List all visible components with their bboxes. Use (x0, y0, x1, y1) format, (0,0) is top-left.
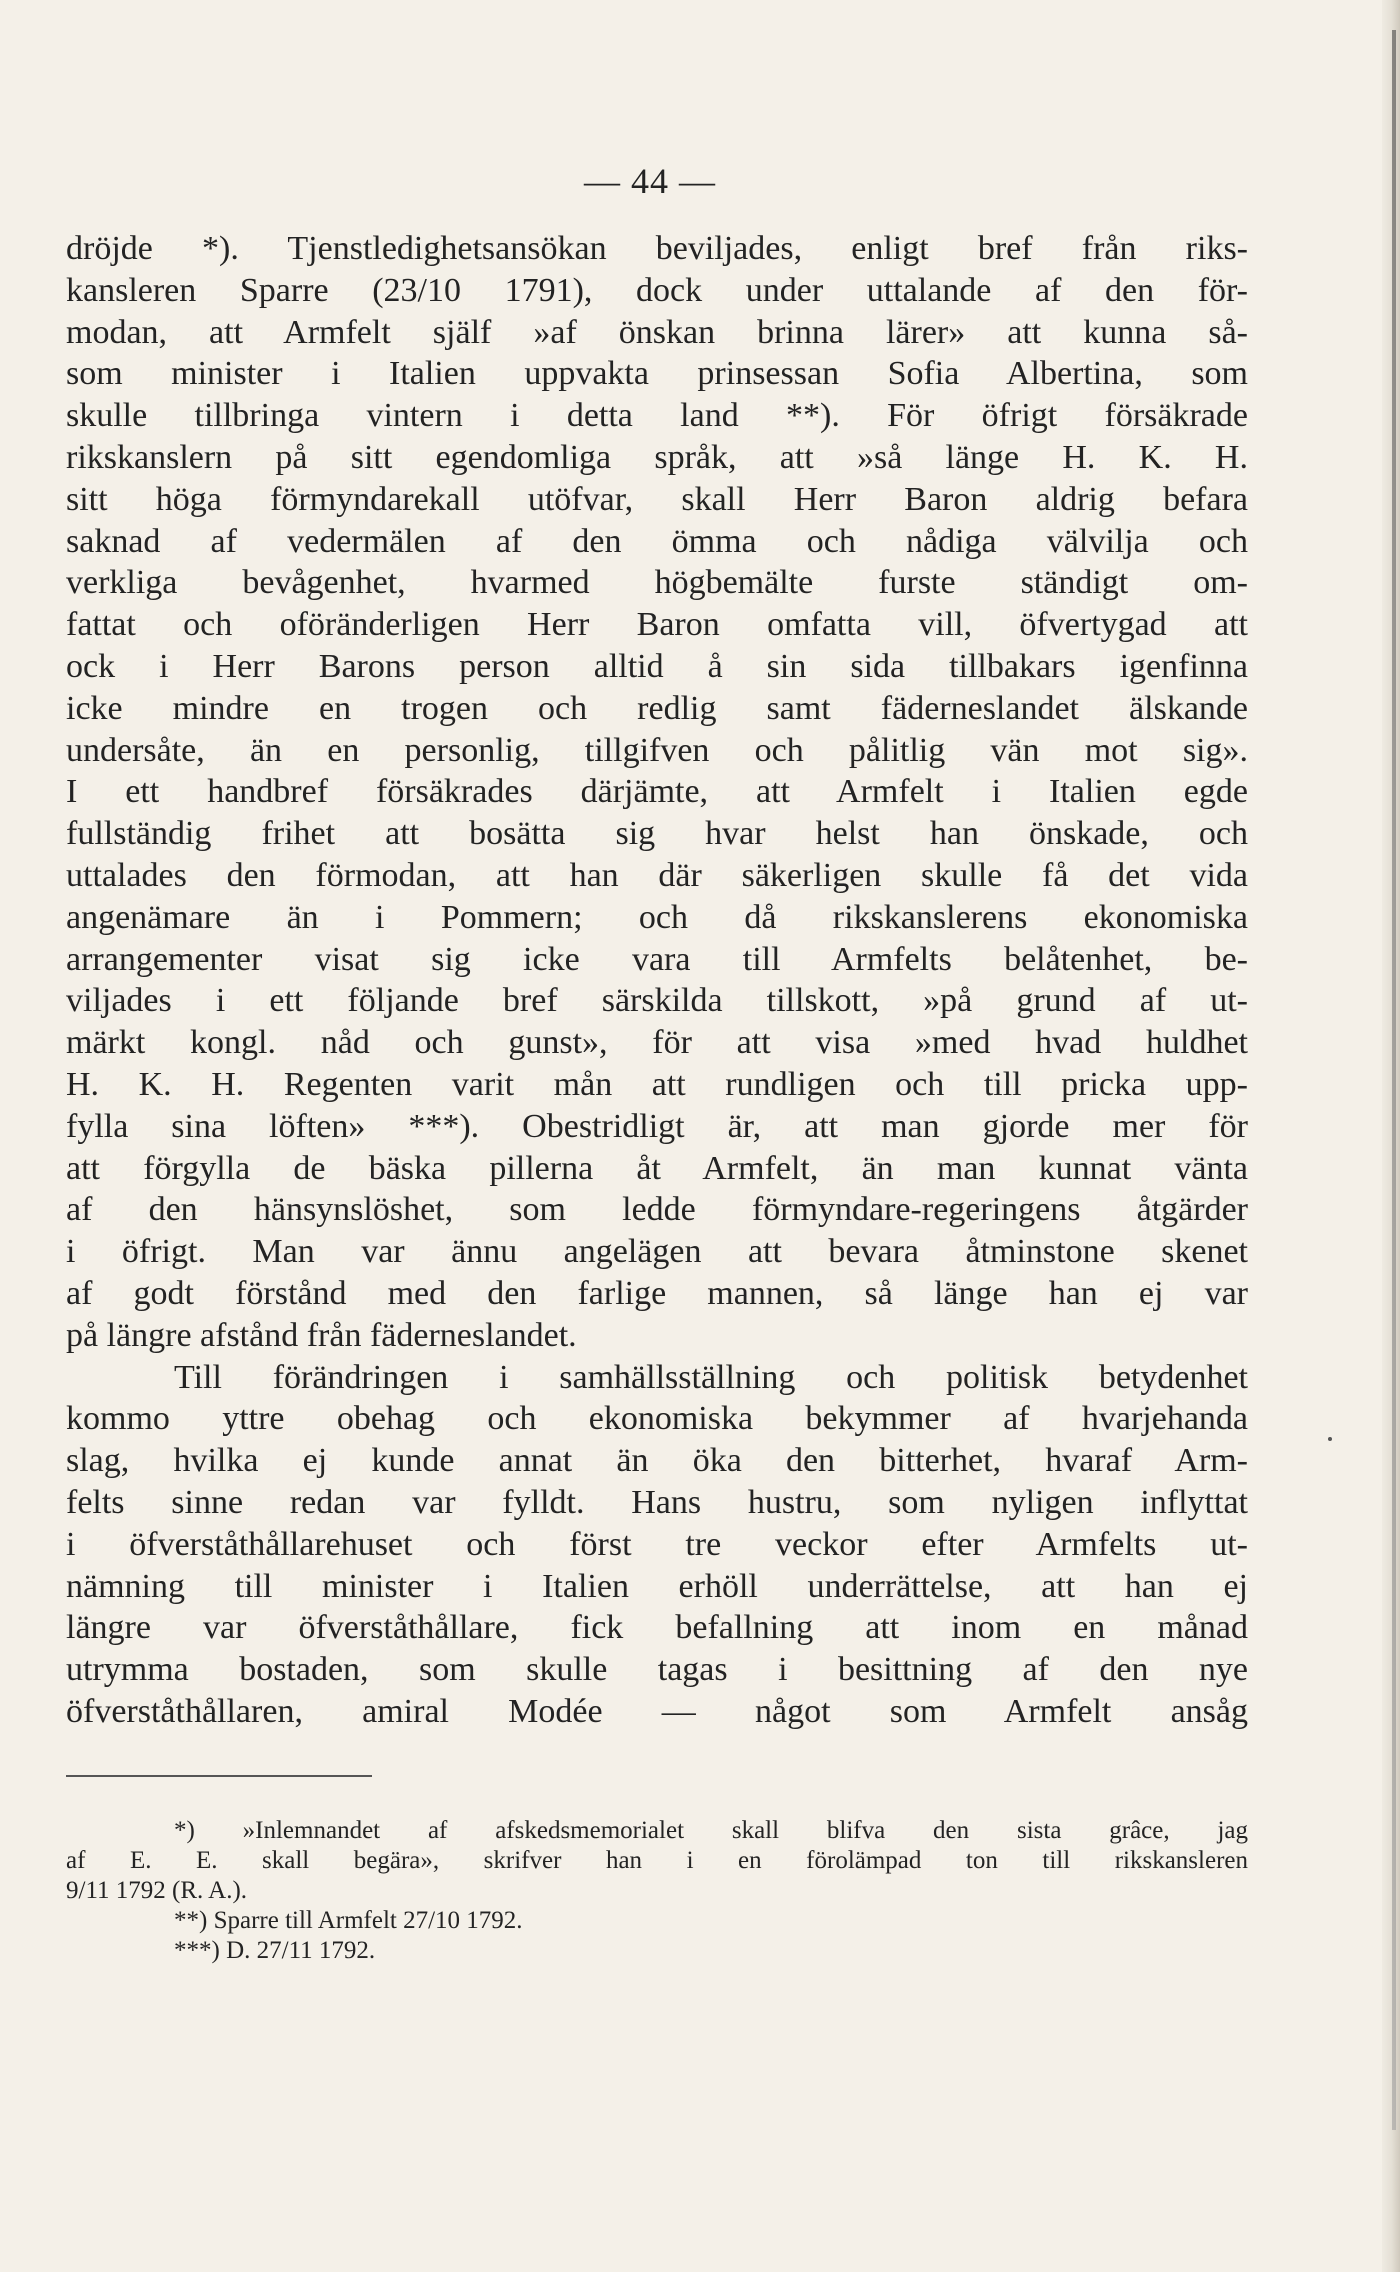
paper-speck (1328, 1437, 1332, 1441)
text-line: H. K. H. Regenten varit mån att rundligen och till pricka upp- (66, 1065, 1248, 1103)
text-line: modan, att Armfelt själf »af önskan brinna lärer» att kunna så- (66, 313, 1248, 351)
text-line: längre var öfverståthållare, fick befallning att inom en månad (66, 1609, 1248, 1647)
text-line: skulle tillbringa vintern i detta land **). För öfrigt försäkrade (66, 397, 1248, 435)
text-line: rikskanslern på sitt egendomliga språk, att »så länge H. K. H. (66, 438, 1248, 476)
text-line: viljades i ett följande bref särskilda tillskott, »på grund af ut- (66, 982, 1248, 1020)
text-line: dröjde *). Tjenstledighetsansökan beviljades, enligt bref från riks- (66, 230, 1248, 267)
footnote-line: **) Sparre till Armfelt 27/10 1792. (174, 1907, 523, 1934)
text-line: utrymma bostaden, som skulle tagas i besittning af den nye (66, 1651, 1248, 1689)
text-line: fullständig frihet att bosätta sig hvar helst han önskade, och (66, 815, 1248, 853)
text-line: i öfrigt. Man var ännu angelägen att bevara åtminstone skenet (66, 1233, 1248, 1271)
text-line: icke mindre en trogen och redlig samt fäderneslandet älskande (66, 689, 1248, 727)
text-line: fattat och oföränderligen Herr Baron omfatta vill, öfvertygad att (66, 606, 1248, 644)
main-text (66, 228, 1248, 1733)
footnote-line: ***) D. 27/11 1792. (174, 1937, 376, 1964)
text-line: felts sinne redan var fylldt. Hans hustru, som nyligen inflyttat (66, 1483, 1248, 1521)
text-line: i öfverståthållarehuset och först tre veckor efter Armfelts ut- (66, 1525, 1248, 1563)
text-line: af den hänsynslöshet, som ledde förmyndare-regeringens åtgärder (66, 1191, 1248, 1229)
text-line: märkt kongl. nåd och gunst», för att visa »med hvad huldhet (66, 1024, 1248, 1062)
text-line: ock i Herr Barons person alltid å sin sida tillbakars igenfinna (66, 647, 1248, 685)
footnote-divider (66, 1775, 372, 1777)
text-line: öfverståthållaren, amiral Modée — något som Armfelt ansåg (66, 1692, 1248, 1730)
text-line: undersåte, än en personlig, tillgifven och pålitlig vän mot sig». (66, 731, 1248, 769)
text-line: som minister i Italien uppvakta prinsessan Sofia Albertina, som (66, 355, 1248, 393)
text-line: uttalades den förmodan, att han där säkerligen skulle få det vida (66, 856, 1248, 894)
text-line: kommo yttre obehag och ekonomiska bekymmer af hvarjehanda (66, 1400, 1248, 1438)
paragraph-start-line: Till förändringen i samhällsställning och politisk betydenhet (174, 1358, 1248, 1396)
text-line: att förgylla de bäska pillerna åt Armfelt, än man kunnat vänta (66, 1149, 1248, 1187)
text-line: nämning till minister i Italien erhöll underrättelse, att han ej (66, 1567, 1248, 1605)
text-line: kansleren Sparre (23/10 1791), dock under uttalande af den för- (66, 271, 1248, 309)
text-line: sitt höga förmyndarekall utöfvar, skall Herr Baron aldrig befara (66, 480, 1248, 518)
text-line: arrangementer visat sig icke vara till Armfelts belåtenhet, be- (66, 940, 1248, 978)
text-line: af godt förstånd med den farlige mannen, så länge han ej var (66, 1274, 1248, 1312)
paragraph-end-line: på längre afstånd från fäderneslandet. (66, 1316, 577, 1354)
page-number: — 44 — (584, 161, 716, 201)
text-line: I ett handbref försäkrades därjämte, att Armfelt i Italien egde (66, 773, 1248, 811)
footnote-line: 9/11 1792 (R. A.). (66, 1877, 248, 1904)
text-line: saknad af vedermälen af den ömma och nådiga välvilja och (66, 522, 1248, 560)
text-line: slag, hvilka ej kunde annat än öka den bitterhet, hvaraf Arm- (66, 1442, 1248, 1480)
binding-shadow (1392, 30, 1396, 2130)
footnote-line: *) »Inlemnandet af afskedsmemorialet skall blifva den sista grâce, jag (174, 1817, 1248, 1844)
footnotes (66, 1816, 1248, 1966)
page-edge (1382, 0, 1400, 2272)
text-line: fylla sina löften» ***). Obestridligt är, att man gjorde mer för (66, 1107, 1248, 1145)
text-line: verkliga bevågenhet, hvarmed högbemälte furste ständigt om- (66, 564, 1248, 602)
footnote-line: af E. E. skall begära», skrifver han i en förolämpad ton till rikskansleren (66, 1847, 1248, 1874)
text-line: angenämare än i Pommern; och då rikskanslerens ekonomiska (66, 898, 1248, 936)
